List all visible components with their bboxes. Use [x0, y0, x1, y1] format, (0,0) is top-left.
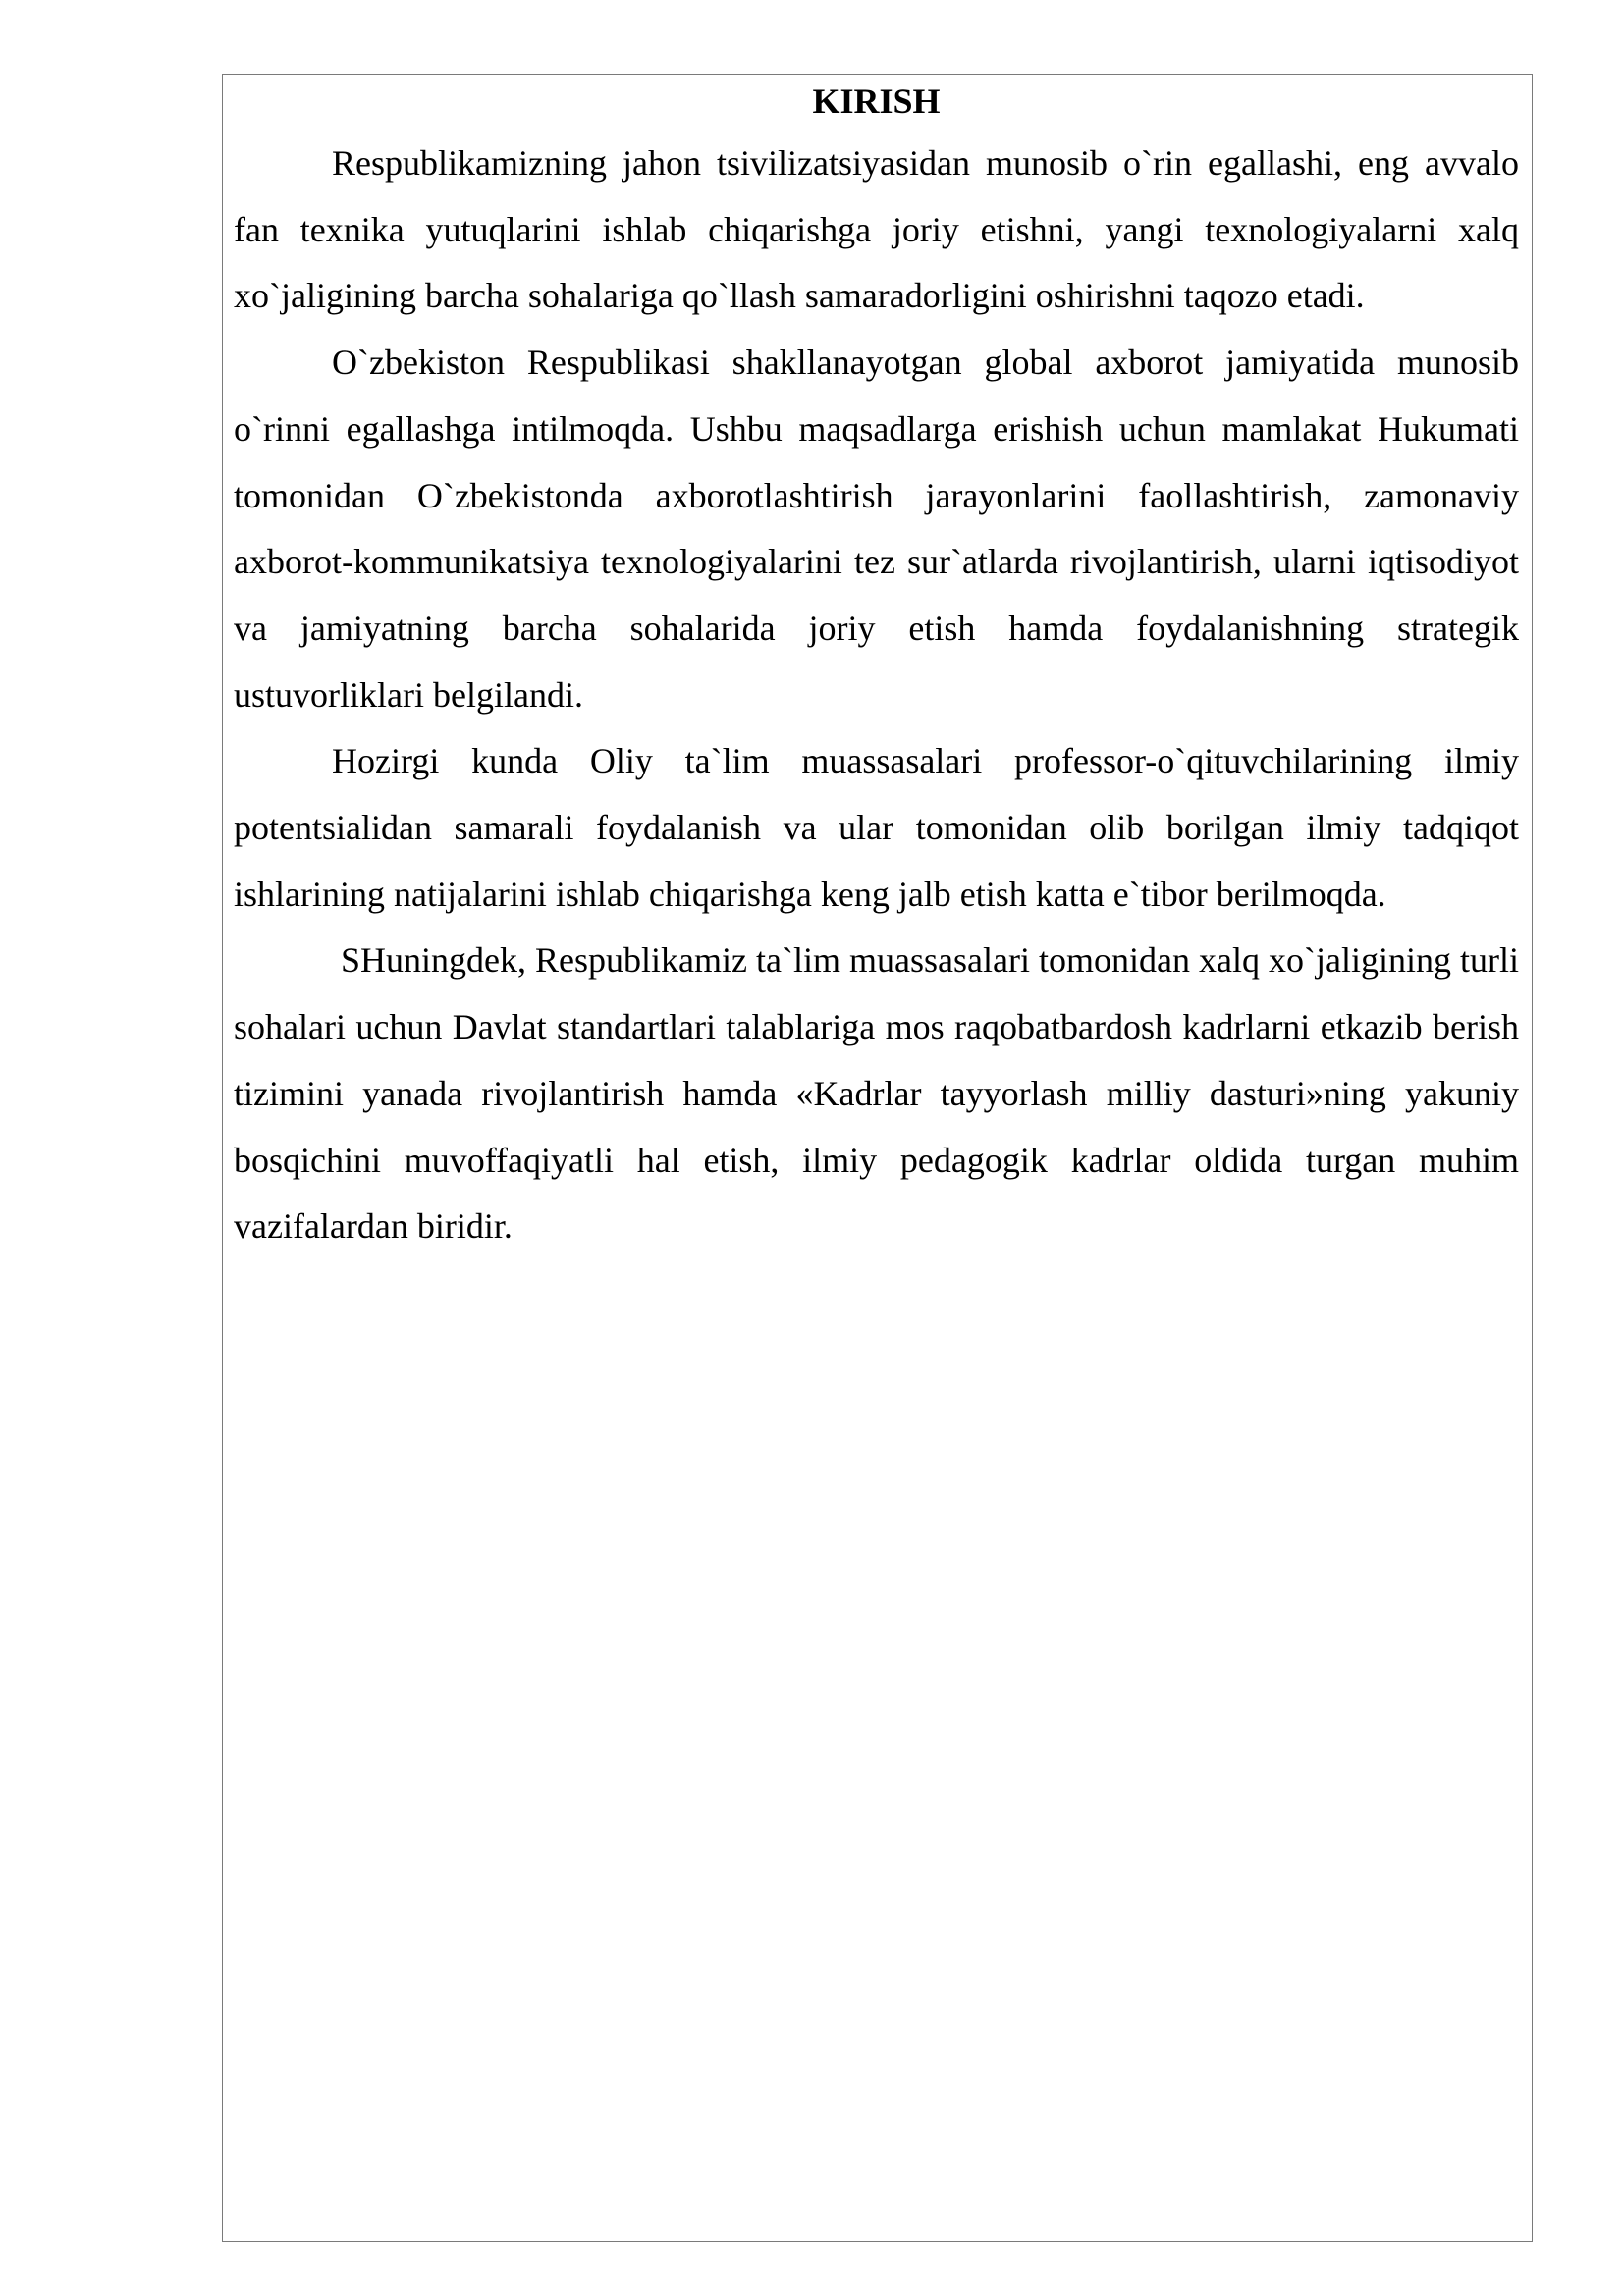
paragraph-2: O`zbekiston Respublikasi shakllanayotgan global axborot jamiyatida munosib o`rinni egallashga intilmoqda. Ushbu maqsadlarga erishish uchun mamlakat Hukumati tomonidan O`zbekistonda axborotlashtirish jarayonlarini faollashtirish, zamonaviy axborot-kommunikatsiya texnologiyalarini tez sur`atlarda rivojlantirish, ularni iqtisodiyot va jamiyatning barcha sohalarida joriy etish hamda foydalanishning strategik ustuvorliklari belgilandi.: [234, 343, 1519, 715]
paragraph-4: SHuningdek, Respublikamiz ta`lim muassasalari tomonidan xalq xo`jaligining turli sohalari uchun Davlat standartlari talablariga mos raqobatbardosh kadrlarni etkazib berish tizimini yanada rivojlantirish hamda «Kadrlar tayyorlash milliy dasturi»ning yakuniy bosqichini muvoffaqiyatli hal etish, ilmiy pedagogik kadrlar oldida turgan muhim vazifalardan biridir.: [234, 940, 1519, 1247]
document-title: KIRISH: [812, 81, 941, 121]
document-body: [234, 75, 1519, 1260]
paragraph-3: Hozirgi kunda Oliy ta`lim muassasalari professor-o`qituvchilarining ilmiy potentsialidan samarali foydalanish va ular tomonidan olib borilgan ilmiy tadqiqot ishlarining natijalarini ishlab chiqarishga keng jalb etish katta e`tibor berilmoqda.: [234, 741, 1519, 914]
paragraph-1: Respublikamizning jahon tsivilizatsiyasidan munosib o`rin egallashi, eng avvalo fan texnika yutuqlarini ishlab chiqarishga joriy etishni, yangi texnologiyalarni xalq xo`jaligining barcha sohalariga qo`llash samaradorligini oshirishni taqozo etadi.: [234, 143, 1519, 316]
